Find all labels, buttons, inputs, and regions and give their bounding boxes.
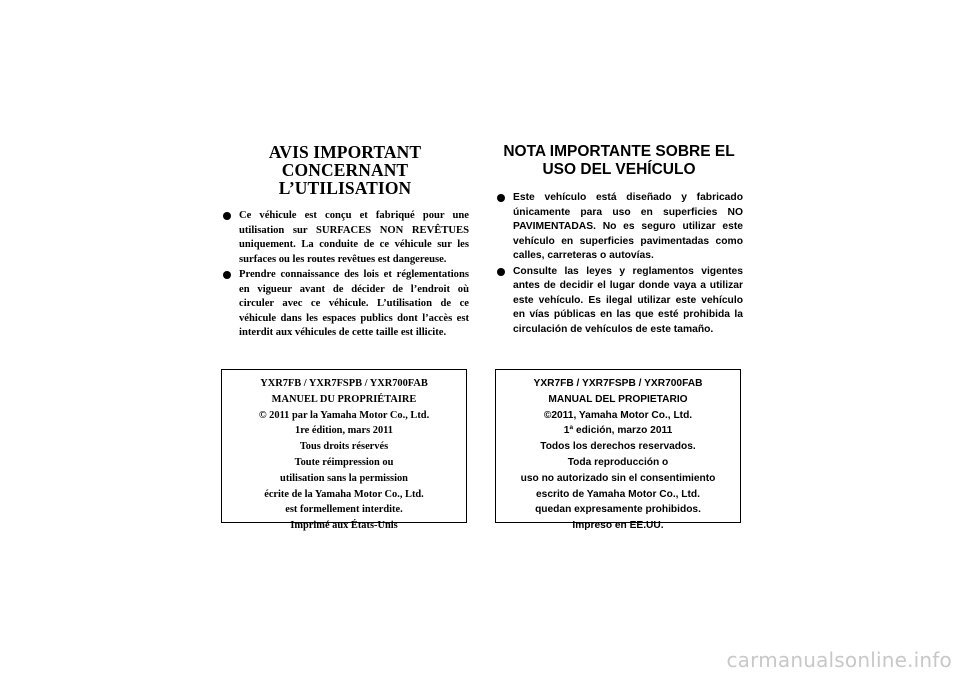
french-box-line: Toute réimpression ou (294, 456, 394, 468)
spanish-bullet-text: Este vehículo está diseñado y fabricado únicamente para uso en superficies NO PAVIMENTADAS. No es seguro utilizar este vehículo en superficies pavimentadas como calles, carreteras o autovías. (513, 192, 743, 261)
french-bullet-list (221, 209, 469, 341)
spanish-bullet-text: Consulte las leyes y reglamentos vigentes antes de decidir el lugar donde vaya a utilizar este vehículo. Es ilegal utilizar este vehículo en vías públicas en las que esté prohibida la circulación de vehículos de este tamaño. (513, 265, 743, 335)
spanish-notice (495, 143, 743, 338)
french-box-line: MANUEL DU PROPRIÉTAIRE (271, 393, 417, 405)
french-heading (221, 143, 469, 197)
french-box-line: 1re édition, mars 2011 (295, 425, 393, 437)
french-box-line: Imprimé aux États-Unis (290, 520, 398, 532)
spanish-box-line: uso no autorizado sin el consentimiento (520, 472, 716, 484)
french-notice (221, 143, 469, 342)
spanish-box-line: YXR7FB / YXR7FSPB / YXR700FAB (533, 378, 703, 389)
spanish-box-line: 1ª edición, marzo 2011 (563, 425, 673, 437)
site-watermark: carmanualsonline.info (726, 648, 952, 672)
french-box-line: écrite de la Yamaha Motor Co., Ltd. (264, 488, 424, 500)
spanish-bullet-item (495, 265, 743, 338)
spanish-box-line: Todos los derechos reservados. (540, 441, 696, 453)
spanish-bullet-item (495, 191, 743, 264)
french-bullet-text: Ce véhicule est conçu et fabriqué pour une utilisation sur SURFACES NON REVÊTUES uniquement. La conduite de ce véhicule sur les surfaces ou les routes revêtues est dangereuse. (239, 210, 469, 265)
french-heading-line-1: AVIS IMPORTANT (268, 142, 422, 162)
bullet-icon (497, 268, 505, 276)
spanish-bullet-list (495, 191, 743, 337)
spanish-box-line: escrito de Yamaha Motor Co., Ltd. (536, 488, 700, 500)
spanish-heading-line-1: NOTA IMPORTANTE SOBRE EL (503, 143, 735, 160)
french-bullet-text: Prendre connaissance des lois et réglementations en vigueur avant de décider de l’endroit où circuler avec ce véhicule. L’utilisation de ce véhicule dans les espaces publics dont l’accès est interdit aux véhicules de cette taille est illicite. (239, 269, 469, 338)
spanish-box-line: Toda reproducción o (567, 456, 669, 468)
spanish-heading-line-2: USO DEL VEHÍCULO (542, 161, 696, 178)
bullet-icon (497, 194, 505, 202)
french-box-line: Tous droits réservés (299, 441, 389, 453)
french-bullet-item (221, 209, 469, 267)
spanish-box-line: Impreso en EE.UU. (572, 520, 664, 532)
bullet-icon (223, 212, 231, 220)
french-copyright-box (221, 369, 467, 532)
spanish-box-line: ©2011, Yamaha Motor Co., Ltd. (543, 409, 693, 421)
french-box-line: est formellement interdite. (285, 504, 403, 516)
spanish-copyright-box (495, 369, 741, 532)
bullet-icon (223, 271, 231, 279)
spanish-box-line: quedan expresamente prohibidos. (535, 504, 701, 516)
french-box-line: utilisation sans la permission (280, 472, 408, 484)
french-heading-line-2: CONCERNANT L’UTILISATION (278, 160, 412, 198)
french-box-line: © 2011 par la Yamaha Motor Co., Ltd. (258, 409, 430, 421)
spanish-box-line: MANUAL DEL PROPIETARIO (548, 393, 688, 405)
spanish-heading (495, 143, 743, 179)
french-box-line: YXR7FB / YXR7FSPB / YXR700FAB (260, 378, 428, 389)
french-bullet-item (221, 268, 469, 341)
